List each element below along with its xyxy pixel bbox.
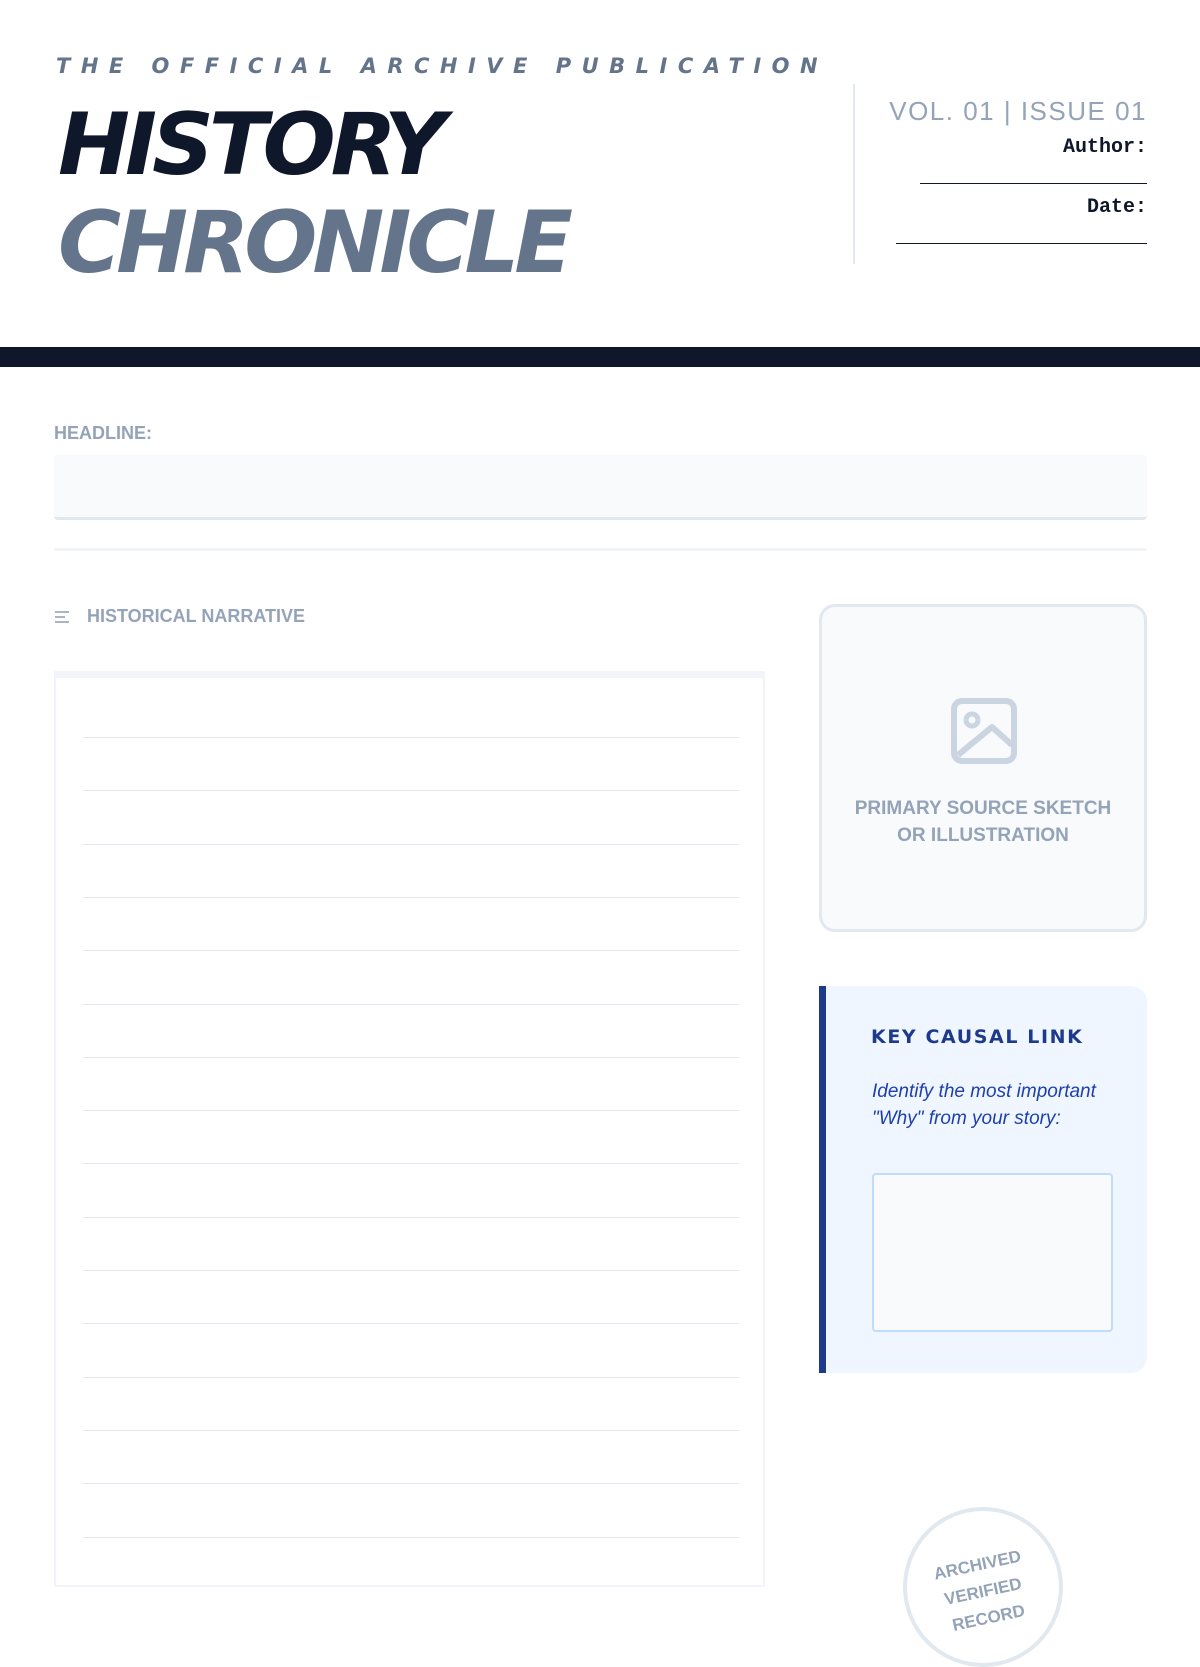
narrative-writing-area[interactable] (54, 671, 765, 1587)
writing-line (83, 1110, 739, 1111)
meta-divider (853, 84, 855, 264)
archive-stamp (903, 1507, 1063, 1667)
image-caption-line2: OR ILLUSTRATION (897, 825, 1069, 846)
stamp-line1: ARCHIVED (931, 1546, 1023, 1584)
masthead-bar (0, 347, 1200, 367)
writing-line (83, 1163, 739, 1164)
image-caption-line1: PRIMARY SOURCE SKETCH (854, 798, 1112, 819)
writing-line (83, 1270, 739, 1271)
title-line-history: HISTORY (58, 95, 442, 195)
writing-line (83, 1057, 739, 1058)
writing-line (83, 1004, 739, 1005)
causal-link-input[interactable] (872, 1173, 1113, 1332)
writing-line (83, 1323, 739, 1324)
stamp-line3: RECORD (950, 1600, 1027, 1635)
writing-line (83, 950, 739, 951)
writing-line (83, 1483, 739, 1484)
writing-line (83, 1537, 739, 1538)
date-label: Date: (1086, 196, 1147, 219)
headline-input[interactable] (54, 455, 1147, 520)
stamp-line2: VERIFIED (942, 1574, 1024, 1609)
section-divider (54, 548, 1147, 551)
writing-line (83, 737, 739, 738)
narrative-header (54, 606, 305, 627)
writing-line (83, 844, 739, 845)
headline-label: HEADLINE: (54, 423, 152, 443)
image-placeholder[interactable] (819, 604, 1147, 932)
image-icon (950, 697, 1018, 765)
volume-issue: VOL. 01 | ISSUE 01 (889, 96, 1147, 126)
writing-line (83, 1430, 739, 1431)
writing-line (83, 897, 739, 898)
author-label: Author: (1062, 136, 1147, 159)
causal-link-prompt: Identify the most important "Why" from your story: (872, 1081, 1096, 1129)
title-line-chronicle: CHRONICLE (58, 193, 569, 293)
lines-icon (54, 609, 70, 625)
publication-tagline: THE OFFICIAL ARCHIVE PUBLICATION (56, 54, 829, 78)
causal-link-title: KEY CAUSAL LINK (871, 1026, 1084, 1048)
writing-line (83, 1377, 739, 1378)
author-field[interactable] (920, 183, 1147, 184)
writing-line (83, 790, 739, 791)
date-field[interactable] (896, 243, 1147, 244)
narrative-label: HISTORICAL NARRATIVE (87, 606, 306, 626)
writing-line (83, 1217, 739, 1218)
causal-link-panel (819, 986, 1147, 1373)
